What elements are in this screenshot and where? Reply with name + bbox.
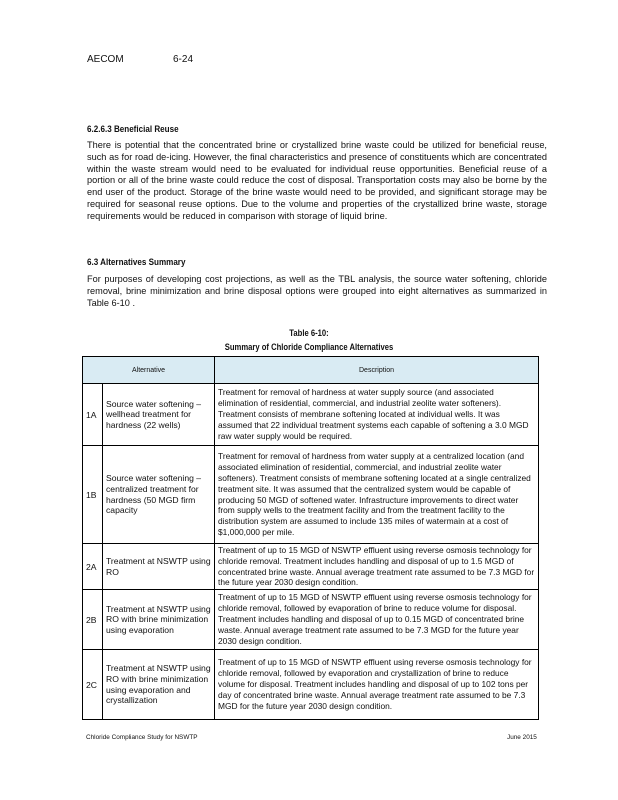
table-row: [83, 650, 539, 720]
footer-document-title: Chloride Compliance Study for NSWTP: [86, 734, 198, 741]
alternative-name: Source water softening – wellhead treatment for hardness (22 wells): [103, 384, 215, 446]
section-heading-alternatives-summary: 6.3 Alternatives Summary: [87, 257, 186, 268]
alternative-id: 2C: [83, 650, 103, 720]
paragraph-alternatives-summary: For purposes of developing cost projections, as well as the TBL analysis, the source water softening, chloride removal, brine minimization and brine disposal options were grouped into eight alternatives as summarized in Table 6-10 .: [87, 274, 547, 308]
alternative-name: Source water softening – centralized treatment for hardness (50 MGD firm capacity: [103, 446, 215, 544]
table-header-row: [83, 357, 539, 384]
alternative-description: Treatment for removal of hardness at water supply source (and associated elimination of residential, commercial, and industrial zeolite water softeners). Treatment consists of membrane softening located at individual wells. It was assumed that 22 individual treatment systems each capable of softening a 3.0 MGD raw water supply would be required.: [215, 384, 539, 446]
alternative-name: Treatment at NSWTP using RO with brine minimization using evaporation and crystallization: [103, 650, 215, 720]
table-row: [83, 446, 539, 544]
page-header: [87, 54, 194, 65]
alternative-id: 1B: [83, 446, 103, 544]
table-row: [83, 590, 539, 650]
alternative-name: Treatment at NSWTP using RO with brine minimization using evaporation: [103, 590, 215, 650]
table-caption-title: Summary of Chloride Compliance Alternatives: [224, 342, 394, 352]
alternative-description: Treatment for removal of hardness from water supply at a centralized location (and associated elimination of residential, commercial, and industrial zeolite water softeners). Treatment consists of membrane softening located at a single centralized treatment site. It was assumed that the centralized system would be capable of producing 50 MGD of softened water. Infrastructure improvements to direct water from supply wells to the treatment facility and from the treatment facility to the distribution system are assumed to include 135 miles of watermain at a cost of $1,000,000 per mile.: [215, 446, 539, 544]
alternative-id: 2B: [83, 590, 103, 650]
company-name: AECOM: [87, 54, 124, 65]
alternative-id: 1A: [83, 384, 103, 446]
column-header-description: Description: [215, 357, 539, 384]
alternative-id: 2A: [83, 544, 103, 590]
alternative-description: Treatment of up to 15 MGD of NSWTP effluent using reverse osmosis technology for chloride removal, followed by evaporation and crystallization of brine to reduce volume for disposal. Treatment includes handling and disposal of up to 102 tons per day of concentrated brine waste. Annual average treatment rate assumed to be 7.3 MGD for the future year 2030 design condition.: [215, 650, 539, 720]
alternative-name: Treatment at NSWTP using RO: [103, 544, 215, 590]
table-caption-number: Table 6-10:: [289, 328, 329, 338]
section-heading-beneficial-reuse: 6.2.6.3 Beneficial Reuse: [87, 124, 179, 135]
table-row: [83, 544, 539, 590]
alternative-description: Treatment of up to 15 MGD of NSWTP effluent using reverse osmosis technology for chloride removal. Treatment includes handling and disposal of up to 1.5 MGD of concentrated brine waste. Annual average treatment rate assumed to be 7.3 MGD for the future year 2030 design condition.: [215, 544, 539, 590]
paragraph-beneficial-reuse: There is potential that the concentrated brine or crystallized brine waste could be utilized for beneficial reuse, such as for road de-icing. However, the final characteristics and presence of constituents which are concentrated within the waste stream would need to be evaluated for individual reuse opportunities. Beneficial reuse of a portion or all of the brine waste could reduce the cost of disposal. Transportation costs may also be borne by the end user of the product. Storage of the brine waste would need to be provided, and significant storage may be required for seasonal reuse options. Due to the volume and properties of the crystallized brine waste, storage requirements would be reduced in comparison with storage of liquid brine.: [87, 140, 547, 221]
footer-date: June 2015: [507, 734, 537, 741]
table-row: [83, 384, 539, 446]
alternative-description: Treatment of up to 15 MGD of NSWTP effluent using reverse osmosis technology for chloride removal, followed by evaporation of brine to reduce volume for disposal. Treatment includes handling and disposal of up to 0.15 MGD of concentrated brine waste. Annual average treatment rate assumed to be 7.3 MGD for the future year 2030 design condition.: [215, 590, 539, 650]
alternatives-table: [82, 356, 539, 720]
column-header-alternative: Alternative: [83, 357, 215, 384]
page-number: 6-24: [173, 54, 194, 65]
